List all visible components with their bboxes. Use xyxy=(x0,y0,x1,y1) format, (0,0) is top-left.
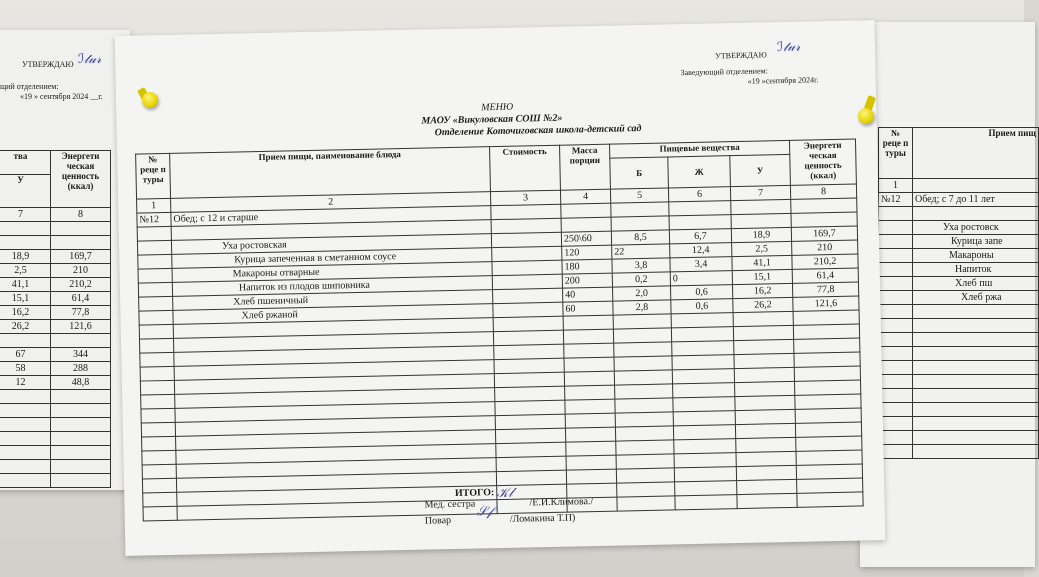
left-sum-u: 12 xyxy=(0,376,51,390)
col-number: 7 xyxy=(730,185,790,200)
meal-label: Обед; с 12 и старше xyxy=(171,206,491,227)
left-sum-e: 288 xyxy=(51,362,111,376)
right-table xyxy=(878,127,1039,459)
pushpin-icon xyxy=(142,92,158,108)
dish-energy: 210 xyxy=(792,240,858,255)
left-menu-sheet xyxy=(0,30,130,490)
left-sum-e: 344 xyxy=(51,348,111,362)
right-menu-sheet xyxy=(860,22,1035,567)
left-h-u: У xyxy=(0,175,51,208)
left-row-u: 2,5 xyxy=(0,264,51,278)
left-row-e: 210 xyxy=(51,264,111,278)
right-item: Курица запе xyxy=(913,235,1039,249)
left-date: «19 » сентября 2024 __г. xyxy=(20,92,103,101)
dish-u: 41,1 xyxy=(732,255,792,270)
left-row-u: 26,2 xyxy=(0,320,51,334)
dish-u: 16,2 xyxy=(732,283,792,298)
col-number: 3 xyxy=(490,190,560,205)
dish-name: Хлеб ржаной xyxy=(173,304,493,325)
header-energy: Энергети ческая ценность (ккал) xyxy=(790,139,857,185)
dish-zh: 3,4 xyxy=(670,257,732,272)
header-recipe: № реце п туры xyxy=(136,153,171,199)
dish-b: 2,0 xyxy=(613,286,671,301)
dish-name: Макароны отварные xyxy=(172,262,492,283)
dish-energy: 169,7 xyxy=(791,226,857,241)
approve-label: УТВЕРЖДАЮ xyxy=(715,50,767,61)
dish-b: 8,5 xyxy=(611,230,669,245)
left-approve: УТВЕРЖДАЮ xyxy=(22,60,74,69)
dish-b: 22 xyxy=(612,244,670,259)
nurse-label: Мед. сестра xyxy=(424,498,476,511)
dish-b: 2,8 xyxy=(613,300,671,315)
header-u: У xyxy=(730,154,791,186)
left-row-e: 77,8 xyxy=(51,306,111,320)
dish-zh: 0,6 xyxy=(670,285,732,300)
col-number: 6 xyxy=(668,187,730,202)
left-sum-u: 58 xyxy=(0,362,51,376)
dish-mass: 180 xyxy=(562,259,612,274)
col-number: 1 xyxy=(137,198,171,213)
dish-name: Напиток из плодов шиповника xyxy=(172,276,492,297)
dish-name: Уха ростовская xyxy=(171,234,491,255)
cook-name: /Ломакина Т.П) xyxy=(509,512,576,525)
dish-mass: 200 xyxy=(562,273,612,288)
right-item: Хлеб ржа xyxy=(913,291,1039,305)
right-item: Напиток xyxy=(913,263,1039,277)
dish-mass: 250\60 xyxy=(561,231,611,246)
header-dish: Прием пищи, паименование блюда xyxy=(170,147,491,199)
dish-b: 0,2 xyxy=(612,272,670,287)
left-col8: 8 xyxy=(51,208,111,222)
dish-energy: 210,2 xyxy=(792,254,858,269)
dish-u: 26,2 xyxy=(733,297,793,312)
pushpin-icon xyxy=(858,108,874,124)
left-row-u: 15,1 xyxy=(0,292,51,306)
header-cost: Стоимость xyxy=(490,145,561,191)
dish-mass: 120 xyxy=(562,245,612,260)
col-number: 8 xyxy=(790,184,856,199)
left-row-e: 210,2 xyxy=(51,278,111,292)
meal-number: №12 xyxy=(137,212,171,227)
dish-mass: 60 xyxy=(563,301,613,316)
left-row-e: 61,4 xyxy=(51,292,111,306)
col-number: 5 xyxy=(610,188,668,203)
header-mass: Масса порции xyxy=(560,144,611,190)
cook-signature: 𝒮𝒻 xyxy=(476,504,493,520)
dish-energy: 121,6 xyxy=(793,296,859,311)
menu-title: МЕНЮ xyxy=(481,101,514,114)
dish-u: 18,9 xyxy=(731,227,791,242)
menu-table xyxy=(135,139,864,525)
left-sum-e: 48,8 xyxy=(51,376,111,390)
dish-b: 3,8 xyxy=(612,258,670,273)
school-name: МАОУ «Викуловская СОШ №2» xyxy=(421,112,563,127)
branch-name: Отделение Коточиговская школа-детский сад xyxy=(434,123,642,139)
dish-name: Курица запеченная в сметанном соусе xyxy=(172,248,492,269)
approve-date: «19 »сентября 2024г. xyxy=(747,75,819,86)
left-row-e: 121,6 xyxy=(51,320,111,334)
col-number: 2 xyxy=(171,192,491,213)
approve-signature: ℐ𝓉𝓊𝓇 xyxy=(776,39,801,56)
total-label: ИТОГО: xyxy=(177,486,497,507)
header-zh: Ж xyxy=(668,156,731,188)
left-row-e: 169,7 xyxy=(51,250,111,264)
right-h-dish: Прием пищ xyxy=(913,128,1039,179)
main-menu-sheet xyxy=(115,20,886,556)
header-nutrients: Пищевые вещества xyxy=(610,140,790,158)
right-item: Уха ростовск xyxy=(913,221,1039,235)
header-b: Б xyxy=(610,157,669,189)
dish-zh: 6,7 xyxy=(669,229,731,244)
dish-zh: 12,4 xyxy=(670,243,732,258)
right-meal-number: №12 xyxy=(879,193,913,207)
dish-mass: 40 xyxy=(563,287,613,302)
dish-name: Хлеб пшеничный xyxy=(173,290,493,311)
cook-label: Повар xyxy=(424,515,452,527)
left-row-u: 16,2 xyxy=(0,306,51,320)
dish-zh: 0,6 xyxy=(671,299,733,314)
left-table xyxy=(0,150,111,488)
right-item: Хлеб пш xyxy=(913,277,1039,291)
left-sum-u: 67 xyxy=(0,348,51,362)
right-meal-label: Обед; с 7 до 11 лет xyxy=(913,193,1039,207)
head-label: Заведующий отделением: xyxy=(680,66,768,78)
left-head-label: щий отделением: xyxy=(0,82,59,91)
left-row-u: 18,9 xyxy=(0,250,51,264)
right-h-recipe: № реце п туры xyxy=(879,128,913,179)
dish-energy: 77,8 xyxy=(792,282,858,297)
right-col1: 1 xyxy=(879,179,913,193)
right-item: Макароны xyxy=(913,249,1039,263)
left-h-energy: Энергети ческая ценность (ккал) xyxy=(51,151,111,208)
left-h-partial: тва xyxy=(0,151,51,175)
dish-zh: 0 xyxy=(670,271,732,286)
col-number: 4 xyxy=(560,189,610,204)
dish-u: 2,5 xyxy=(732,241,792,256)
nurse-signature: 𝒦𝓁 xyxy=(496,485,513,502)
dish-energy: 61,4 xyxy=(792,268,858,283)
dish-u: 15,1 xyxy=(732,269,792,284)
left-col7: 7 xyxy=(0,208,51,222)
left-row-u: 41,1 xyxy=(0,278,51,292)
left-signature: ℐ𝓉𝓊𝓇 xyxy=(78,52,102,67)
nurse-name: /Е.И.Климова./ xyxy=(529,496,594,509)
